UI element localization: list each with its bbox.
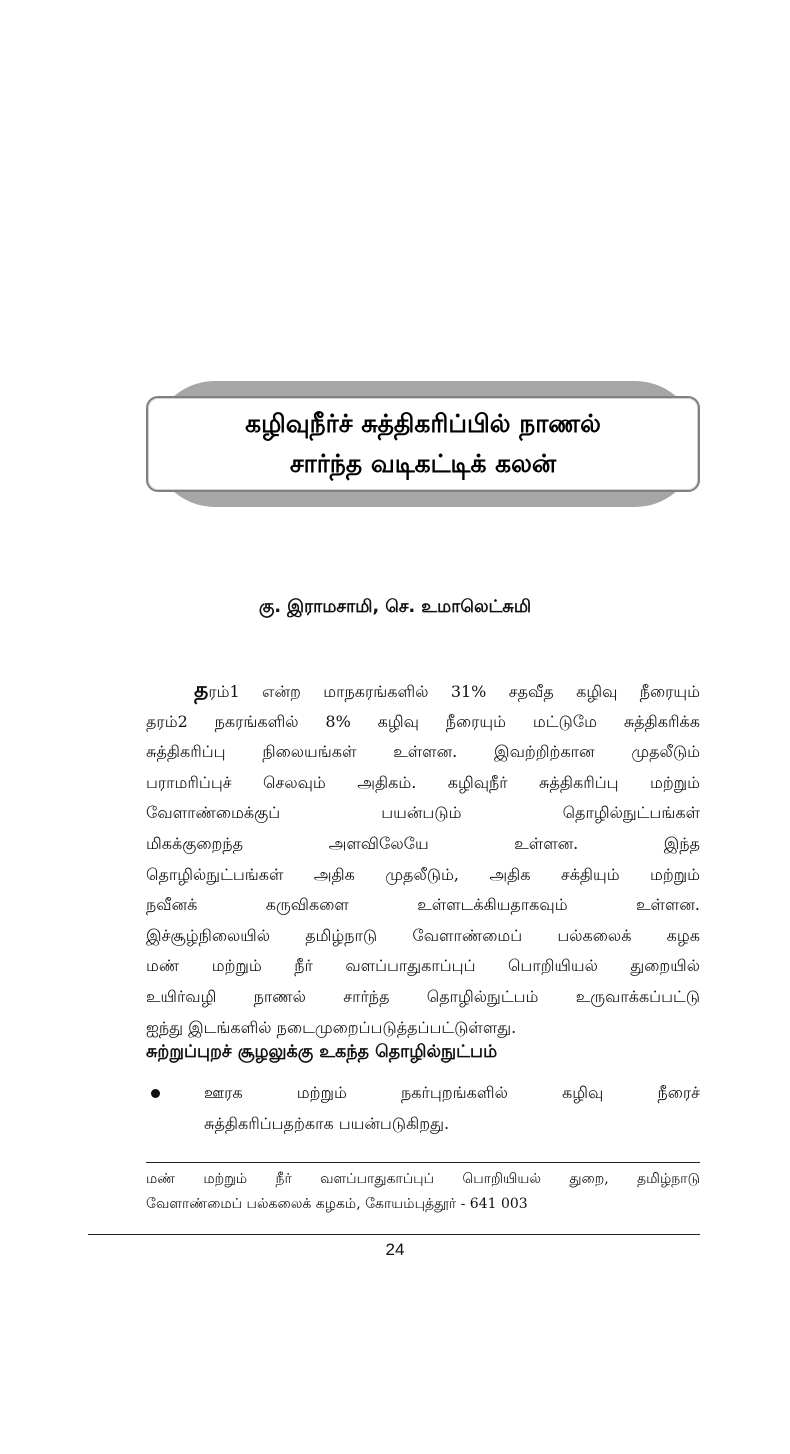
body-line: மிகக்குறைந்த அளவிலேயே உள்ளன. இந்த	[146, 833, 700, 853]
drop-cap: த	[194, 678, 209, 703]
body-line: சுத்திகரிப்பு நிலையங்கள் உள்ளன. இவற்றிற்கான முதலீடும்	[146, 742, 700, 762]
page-number: 24	[385, 1240, 405, 1259]
bullet-icon	[151, 1089, 160, 1098]
body-line: தொழில்நுட்பங்கள் அதிக முதலீடும், அதிக சக்தியும் மற்றும்	[146, 864, 700, 884]
body-line: மண் மற்றும் நீர் வளப்பாதுகாப்புப் பொறியியல் துறையில்	[146, 956, 700, 976]
article-title-line-1: கழிவுநீர்ச் சுத்திகரிப்பில் நாணல்	[245, 409, 601, 438]
body-line: பராமரிப்புச் செலவும் அதிகம். கழிவுநீர் சுத்திகரிப்பு மற்றும்	[146, 772, 700, 792]
footnote-divider	[146, 1162, 700, 1163]
body-line: ஐந்து இடங்களில் நடைமுறைப்படுத்தப்பட்டுள்ளது.	[146, 1017, 517, 1037]
body-line: வேளாண்மைக்குப் பயன்படும் தொழில்நுட்பங்கள்	[146, 803, 700, 823]
body-line: தரம்2 நகரங்களில் 8% கழிவு நீரையும் மட்டுமே சுத்திகரிக்க	[146, 711, 700, 731]
body-paragraph	[146, 676, 700, 1043]
bullet-line: ஊரக மற்றும் நகர்புறங்களில் கழிவு நீரைச்	[204, 1083, 700, 1102]
body-line: உயிர்வழி நாணல் சார்ந்த தொழில்நுட்பம் உருவாக்கப்பட்டு	[146, 986, 700, 1006]
bullet-text	[204, 1078, 700, 1139]
body-line: தரம்1 என்ற மாநகரங்களில் 31% சதவீத கழிவு நீரையும்	[194, 678, 700, 703]
article-title-line-2: சார்ந்த வடிகட்டிக் கலன்	[289, 449, 557, 478]
body-line: நவீனக் கருவிகளை உள்ளடக்கியதாகவும் உள்ளன.	[146, 895, 700, 915]
bullet-line: சுத்திகரிப்பதற்காக பயன்படுகிறது.	[204, 1113, 450, 1133]
page-divider	[88, 1234, 700, 1235]
body-line: இச்சூழ்நிலையில் தமிழ்நாடு வேளாண்மைப் பல்கலைக் கழக	[146, 925, 700, 945]
affiliation-footnote	[146, 1167, 700, 1217]
footnote-line: மண் மற்றும் நீர் வளப்பாதுகாப்புப் பொறியியல் துறை, தமிழ்நாடு	[146, 1171, 700, 1187]
footnote-line: வேளாண்மைப் பல்கலைக் கழகம், கோயம்புத்தூர் - 641 003	[146, 1196, 528, 1212]
authors: கு. இராமசாமி, செ. உமாலெட்சுமி	[258, 597, 532, 617]
title-box	[146, 396, 700, 492]
section-heading: சுற்றுப்புறச் சூழலுக்கு உகந்த தொழில்நுட்பம்	[146, 1042, 498, 1062]
